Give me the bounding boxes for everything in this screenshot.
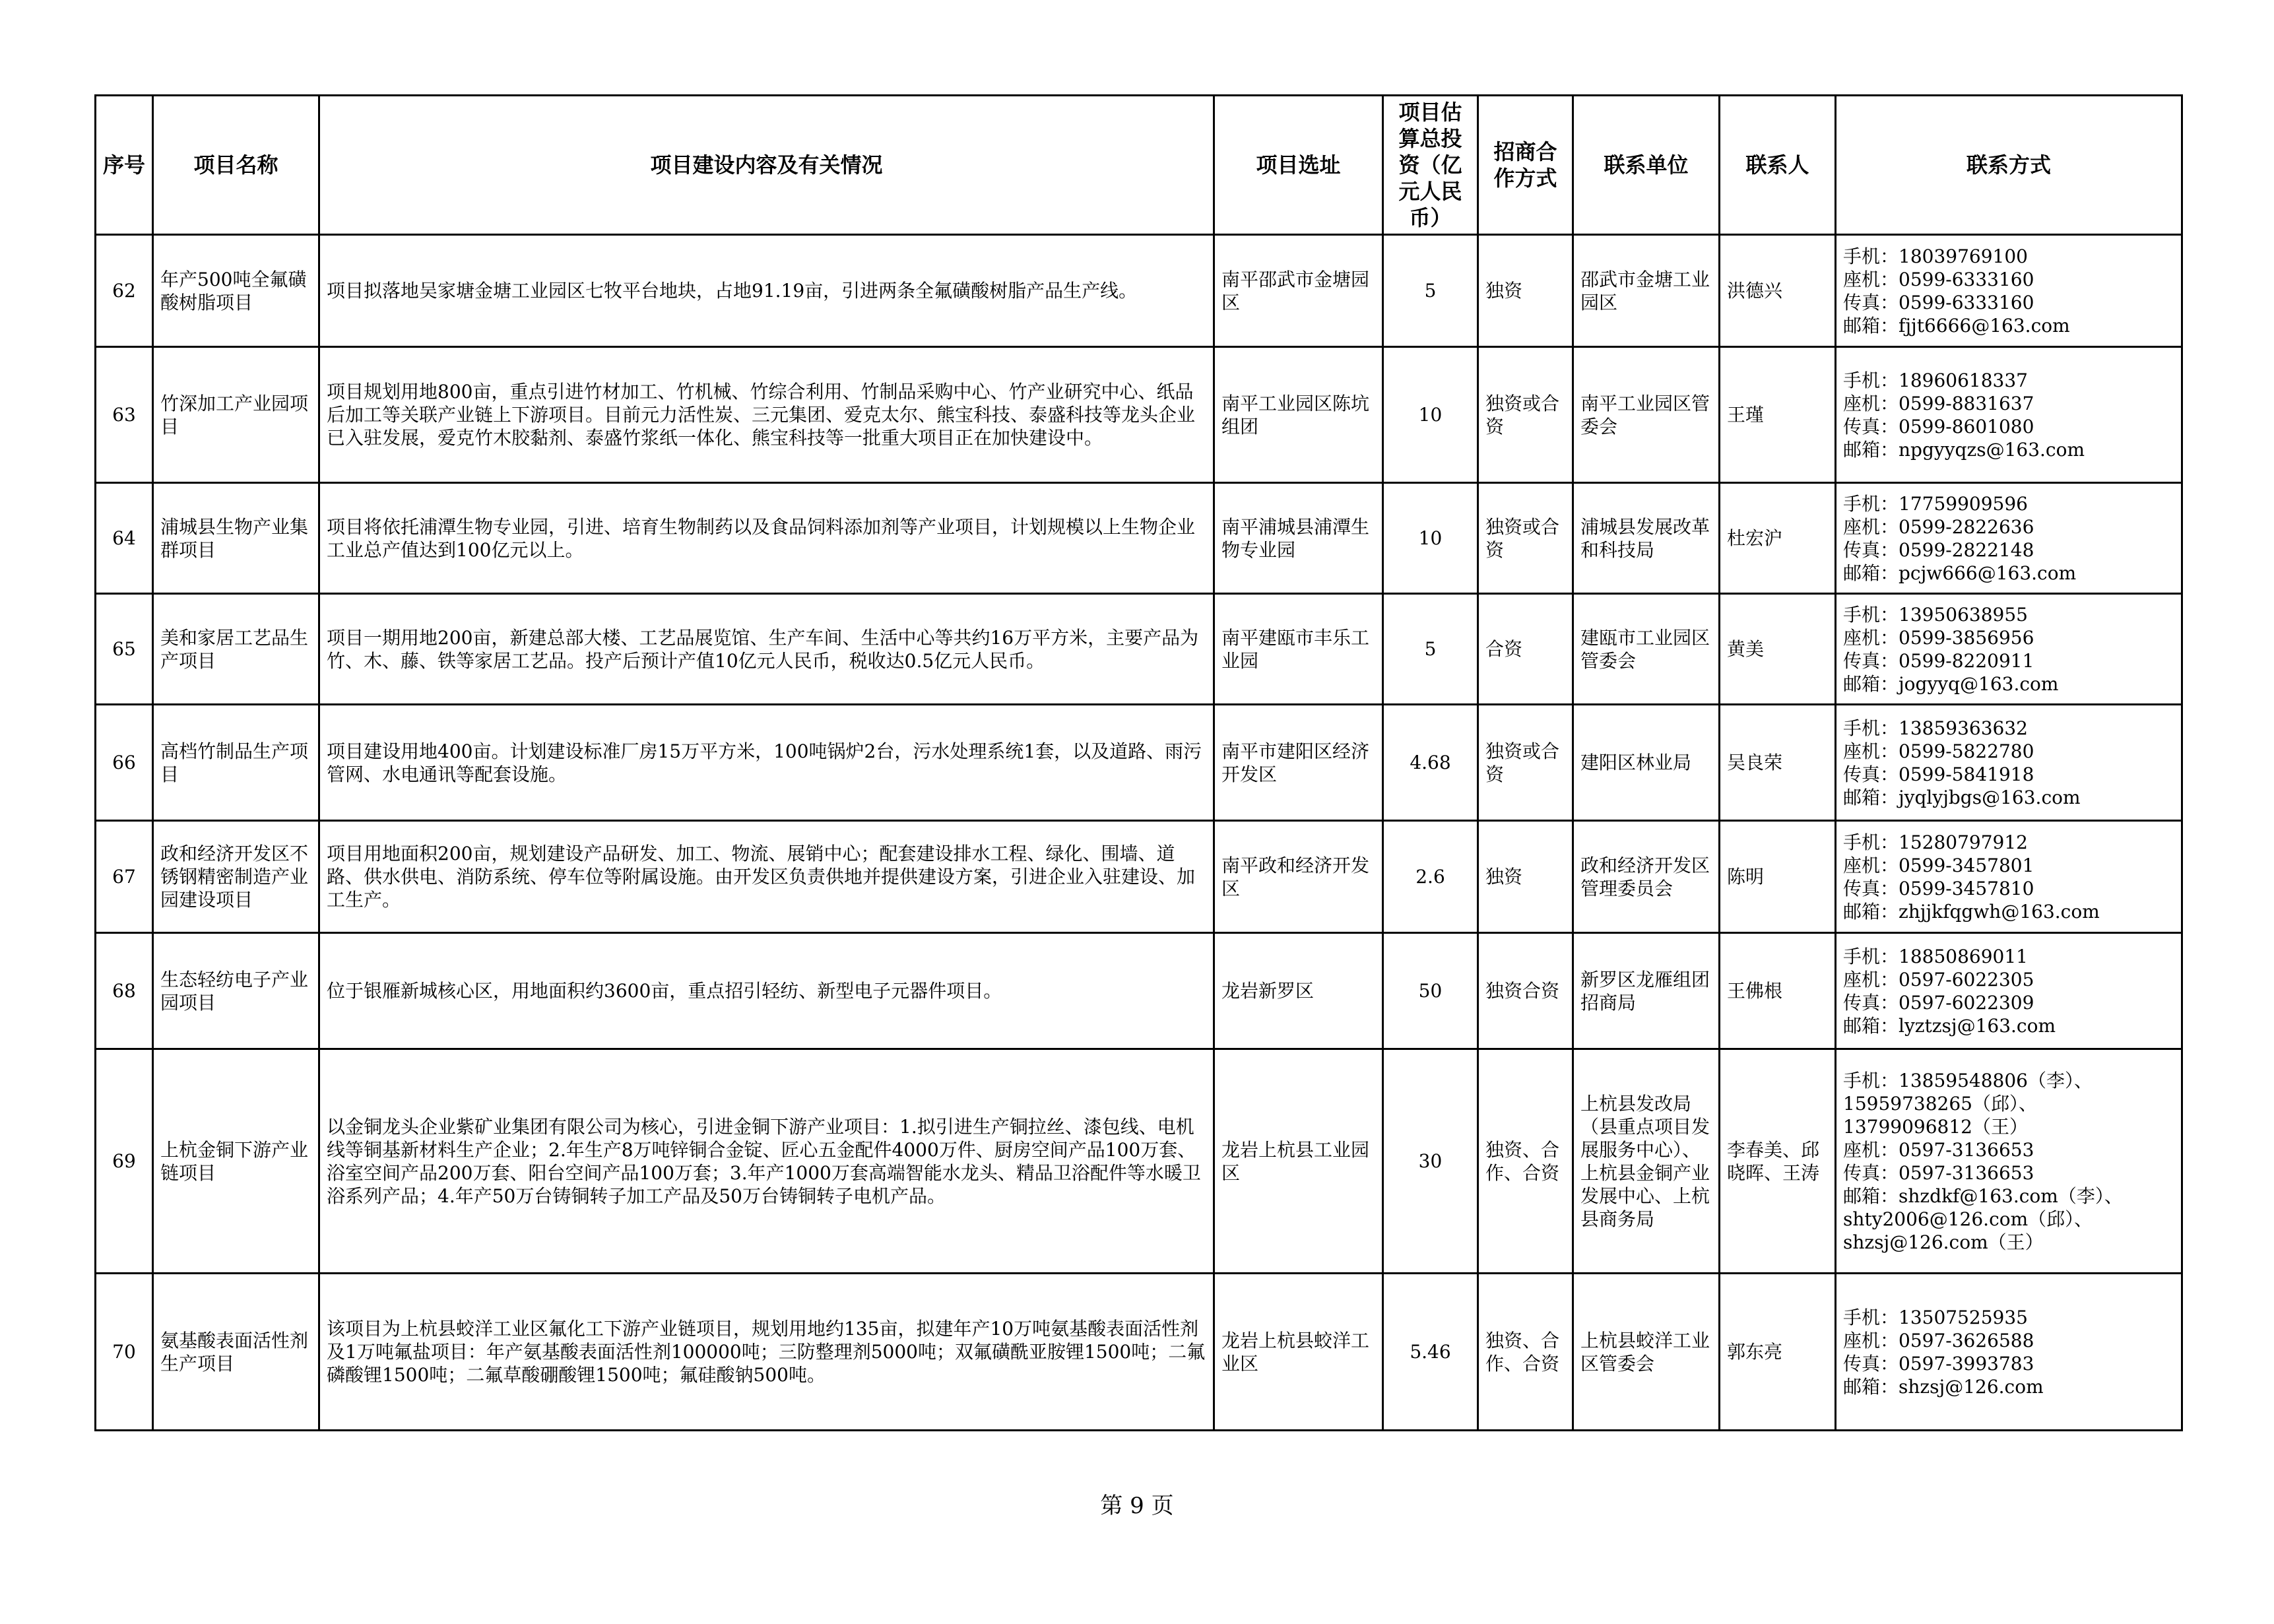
table-body xyxy=(96,235,2182,1431)
contact-line: 座机：0597-6022305 xyxy=(1843,968,2034,991)
cell-contact-person: 陈明 xyxy=(1720,821,1836,933)
contact-line: 手机：18039769100 xyxy=(1843,245,2028,267)
cell-cooperation-mode: 独资 xyxy=(1478,235,1573,347)
cell-investment: 30 xyxy=(1383,1049,1478,1274)
cell-project-name: 氨基酸表面活性剂生产项目 xyxy=(153,1274,319,1431)
header-cooperation-mode: 招商合作方式 xyxy=(1478,96,1573,235)
table-row xyxy=(96,821,2182,933)
cell-content: 项目用地面积200亩，规划建设产品研发、加工、物流、展销中心；配套建设排水工程、绿化、围墙、道路、供水供电、消防系统、停车位等附属设施。由开发区负责供地并提供建设方案，引进企业入驻建设、加工生产。 xyxy=(319,821,1214,933)
contact-line: 传真：0599-8220911 xyxy=(1843,649,2034,672)
cell-contact-unit: 新罗区龙雁组团招商局 xyxy=(1573,933,1720,1049)
cell-contact-person: 王佛根 xyxy=(1720,933,1836,1049)
cell-no: 65 xyxy=(96,594,153,705)
cell-contact-unit: 浦城县发展改革和科技局 xyxy=(1573,483,1720,594)
page-number: 第 9 页 xyxy=(1100,1493,1174,1519)
cell-contact-unit: 邵武市金塘工业园区 xyxy=(1573,235,1720,347)
cell-site: 南平邵武市金塘园区 xyxy=(1214,235,1383,347)
cell-contact-person: 黄美 xyxy=(1720,594,1836,705)
table-row xyxy=(96,235,2182,347)
cell-no: 68 xyxy=(96,933,153,1049)
header-no: 序号 xyxy=(96,96,153,235)
header-project-name: 项目名称 xyxy=(153,96,319,235)
contact-line: 座机：0599-3457801 xyxy=(1843,854,2034,876)
cell-site: 南平工业园区陈坑组团 xyxy=(1214,347,1383,483)
cell-cooperation-mode: 独资、合作、合资 xyxy=(1478,1049,1573,1274)
contact-line: 座机：0599-5822780 xyxy=(1843,740,2034,762)
cell-contact-unit: 上杭县发改局（县重点项目发展服务中心）、上杭县金铜产业发展中心、上杭县商务局 xyxy=(1573,1049,1720,1274)
cell-cooperation-mode: 独资合资 xyxy=(1478,933,1573,1049)
cell-contact-person: 杜宏沪 xyxy=(1720,483,1836,594)
table-header-row xyxy=(96,96,2182,235)
contact-line: 手机：18850869011 xyxy=(1843,945,2028,967)
cell-no: 64 xyxy=(96,483,153,594)
cell-content: 项目规划用地800亩，重点引进竹材加工、竹机械、竹综合利用、竹制品采购中心、竹产业研究中心、纸品后加工等关联产业链上下游项目。目前元力活性炭、三元集团、爱克太尔、熊宝科技、泰盛科技等龙头企业已入驻发展，爱克竹木胶黏剂、泰盛竹浆纸一体化、熊宝科技等一批重大项目正在加快建设中。 xyxy=(319,347,1214,483)
contact-line: 手机：17759909596 xyxy=(1843,492,2028,515)
cell-contact-unit: 南平工业园区管委会 xyxy=(1573,347,1720,483)
contact-line: shzsj@126.com（王） xyxy=(1843,1231,2044,1253)
cell-cooperation-mode: 独资或合资 xyxy=(1478,483,1573,594)
cell-no: 70 xyxy=(96,1274,153,1431)
contact-line: 邮箱：fjjt6666@163.com xyxy=(1843,314,2070,337)
cell-content: 项目一期用地200亩，新建总部大楼、工艺品展览馆、生产车间、生活中心等共约16万平方米，主要产品为竹、木、藤、铁等家居工艺品。投产后预计产值10亿元人民币，税收达0.5亿元人民币。 xyxy=(319,594,1214,705)
cell-investment: 10 xyxy=(1383,483,1478,594)
cell-no: 62 xyxy=(96,235,153,347)
contact-line: 15959738265（邱）、 xyxy=(1843,1092,2037,1115)
cell-project-name: 浦城县生物产业集群项目 xyxy=(153,483,319,594)
cell-cooperation-mode: 独资 xyxy=(1478,821,1573,933)
project-table xyxy=(94,94,2183,1431)
cell-contact-person: 洪德兴 xyxy=(1720,235,1836,347)
contact-line: 邮箱：jyqlyjbgs@163.com xyxy=(1843,786,2081,808)
table-row xyxy=(96,347,2182,483)
cell-site: 龙岩新罗区 xyxy=(1214,933,1383,1049)
cell-contact-info xyxy=(1836,483,2182,594)
contact-line: 座机：0599-3856956 xyxy=(1843,626,2034,649)
cell-contact-person: 王瑾 xyxy=(1720,347,1836,483)
contact-line: 传真：0599-6333160 xyxy=(1843,291,2034,313)
contact-line: 传真：0599-3457810 xyxy=(1843,877,2034,899)
cell-investment: 4.68 xyxy=(1383,705,1478,821)
contact-line: 手机：13950638955 xyxy=(1843,603,2028,626)
cell-contact-unit: 建瓯市工业园区管委会 xyxy=(1573,594,1720,705)
cell-cooperation-mode: 独资或合资 xyxy=(1478,347,1573,483)
contact-line: 邮箱：zhjjkfqgwh@163.com xyxy=(1843,900,2100,923)
cell-no: 66 xyxy=(96,705,153,821)
cell-project-name: 竹深加工产业园项目 xyxy=(153,347,319,483)
cell-project-name: 高档竹制品生产项目 xyxy=(153,705,319,821)
contact-line: 传真：0599-2822148 xyxy=(1843,538,2034,561)
header-contact-person: 联系人 xyxy=(1720,96,1836,235)
header-investment: 项目估算总投资（亿元人民币） xyxy=(1383,96,1478,235)
cell-contact-person: 李春美、邱晓晖、王涛 xyxy=(1720,1049,1836,1274)
cell-contact-info xyxy=(1836,347,2182,483)
cell-cooperation-mode: 独资或合资 xyxy=(1478,705,1573,821)
cell-contact-info xyxy=(1836,1274,2182,1431)
cell-content: 项目将依托浦潭生物专业园，引进、培育生物制药以及食品饲料添加剂等产业项目，计划规模以上生物企业工业总产值达到100亿元以上。 xyxy=(319,483,1214,594)
cell-contact-unit: 政和经济开发区管理委员会 xyxy=(1573,821,1720,933)
table-row xyxy=(96,594,2182,705)
contact-line: 邮箱：shzdkf@163.com（李）、 xyxy=(1843,1185,2123,1207)
cell-investment: 5 xyxy=(1383,594,1478,705)
cell-content: 位于银雁新城核心区，用地面积约3600亩，重点招引轻纺、新型电子元器件项目。 xyxy=(319,933,1214,1049)
cell-no: 63 xyxy=(96,347,153,483)
contact-line: 传真：0599-5841918 xyxy=(1843,763,2034,785)
table-row xyxy=(96,1049,2182,1274)
contact-line: 邮箱：lyztzsj@163.com xyxy=(1843,1014,2056,1037)
contact-line: 传真：0597-3136653 xyxy=(1843,1161,2034,1184)
contact-line: 手机：13507525935 xyxy=(1843,1306,2028,1328)
contact-line: 座机：0597-3136653 xyxy=(1843,1138,2034,1161)
cell-site: 龙岩上杭县蛟洋工业区 xyxy=(1214,1274,1383,1431)
contact-line: 传真：0597-6022309 xyxy=(1843,991,2034,1014)
cell-contact-info xyxy=(1836,821,2182,933)
contact-line: 手机：13859548806（李）、 xyxy=(1843,1069,2093,1091)
cell-cooperation-mode: 合资 xyxy=(1478,594,1573,705)
table-row xyxy=(96,705,2182,821)
contact-line: 邮箱：jogyyq@163.com xyxy=(1843,672,2059,695)
cell-site: 南平建瓯市丰乐工业园 xyxy=(1214,594,1383,705)
cell-contact-info xyxy=(1836,933,2182,1049)
cell-investment: 5.46 xyxy=(1383,1274,1478,1431)
cell-project-name: 政和经济开发区不锈钢精密制造产业园建设项目 xyxy=(153,821,319,933)
header-contact-unit: 联系单位 xyxy=(1573,96,1720,235)
cell-contact-unit: 建阳区林业局 xyxy=(1573,705,1720,821)
cell-no: 67 xyxy=(96,821,153,933)
header-site: 项目选址 xyxy=(1214,96,1383,235)
header-contact-info: 联系方式 xyxy=(1836,96,2182,235)
contact-line: 手机：15280797912 xyxy=(1843,831,2028,853)
cell-site: 南平政和经济开发区 xyxy=(1214,821,1383,933)
contact-line: 手机：13859363632 xyxy=(1843,717,2028,739)
cell-investment: 10 xyxy=(1383,347,1478,483)
cell-cooperation-mode: 独资、合作、合资 xyxy=(1478,1274,1573,1431)
contact-line: 座机：0599-6333160 xyxy=(1843,268,2034,290)
cell-contact-info xyxy=(1836,594,2182,705)
contact-line: 座机：0597-3626588 xyxy=(1843,1329,2034,1351)
contact-line: 邮箱：shzsj@126.com xyxy=(1843,1375,2044,1398)
cell-project-name: 美和家居工艺品生产项目 xyxy=(153,594,319,705)
cell-contact-person: 吴良荣 xyxy=(1720,705,1836,821)
cell-project-name: 生态轻纺电子产业园项目 xyxy=(153,933,319,1049)
contact-line: 邮箱：npgyyqzs@163.com xyxy=(1843,438,2085,461)
cell-site: 龙岩上杭县工业园区 xyxy=(1214,1049,1383,1274)
contact-line: 传真：0599-8601080 xyxy=(1843,415,2034,438)
table-row xyxy=(96,483,2182,594)
contact-line: 13799096812（王） xyxy=(1843,1115,2028,1138)
cell-content: 该项目为上杭县蛟洋工业区氟化工下游产业链项目，规划用地约135亩，拟建年产10万吨氨基酸表面活性剂及1万吨氟盐项目：年产氨基酸表面活性剂100000吨；三防整理剂5000吨；双氟磺酰亚胺锂1500吨；二氟磷酸锂1500吨；二氟草酸硼酸锂1500吨；氟硅酸钠500吨。 xyxy=(319,1274,1214,1431)
cell-contact-info xyxy=(1836,1049,2182,1274)
cell-contact-info xyxy=(1836,705,2182,821)
cell-content: 项目建设用地400亩。计划建设标准厂房15万平方米，100吨锅炉2台，污水处理系统1套，以及道路、雨污管网、水电通讯等配套设施。 xyxy=(319,705,1214,821)
contact-line: shty2006@126.com（邱）、 xyxy=(1843,1208,2093,1230)
cell-project-name: 年产500吨全氟磺酸树脂项目 xyxy=(153,235,319,347)
header-content: 项目建设内容及有关情况 xyxy=(319,96,1214,235)
cell-site: 南平浦城县浦潭生物专业园 xyxy=(1214,483,1383,594)
cell-content: 以金铜龙头企业紫矿业集团有限公司为核心，引进金铜下游产业项目：1.拟引进生产铜拉丝、漆包线、电机线等铜基新材料生产企业；2.年生产8万吨锌铜合金锭、匠心五金配件4000万件、厨房空间产品100万套、浴室空间产品200万套、阳台空间产品100万套；3.年产1000万套高端智能水龙头、精品卫浴配件等水暖卫浴系列产品；4.年产50万台铸铜转子加工产品及50万台铸铜转子电机产品。 xyxy=(319,1049,1214,1274)
contact-line: 座机：0599-2822636 xyxy=(1843,515,2034,538)
cell-content: 项目拟落地吴家塘金塘工业园区七牧平台地块，占地91.19亩，引进两条全氟磺酸树脂产品生产线。 xyxy=(319,235,1214,347)
table-row xyxy=(96,1274,2182,1431)
cell-investment: 50 xyxy=(1383,933,1478,1049)
contact-line: 手机：18960618337 xyxy=(1843,369,2028,391)
cell-contact-person: 郭东亮 xyxy=(1720,1274,1836,1431)
table-row xyxy=(96,933,2182,1049)
contact-line: 邮箱：pcjw666@163.com xyxy=(1843,562,2077,584)
cell-site: 南平市建阳区经济开发区 xyxy=(1214,705,1383,821)
cell-no: 69 xyxy=(96,1049,153,1274)
cell-project-name: 上杭金铜下游产业链项目 xyxy=(153,1049,319,1274)
cell-contact-info xyxy=(1836,235,2182,347)
cell-investment: 5 xyxy=(1383,235,1478,347)
cell-investment: 2.6 xyxy=(1383,821,1478,933)
contact-line: 传真：0597-3993783 xyxy=(1843,1352,2034,1375)
contact-line: 座机：0599-8831637 xyxy=(1843,392,2034,414)
cell-contact-unit: 上杭县蛟洋工业区管委会 xyxy=(1573,1274,1720,1431)
